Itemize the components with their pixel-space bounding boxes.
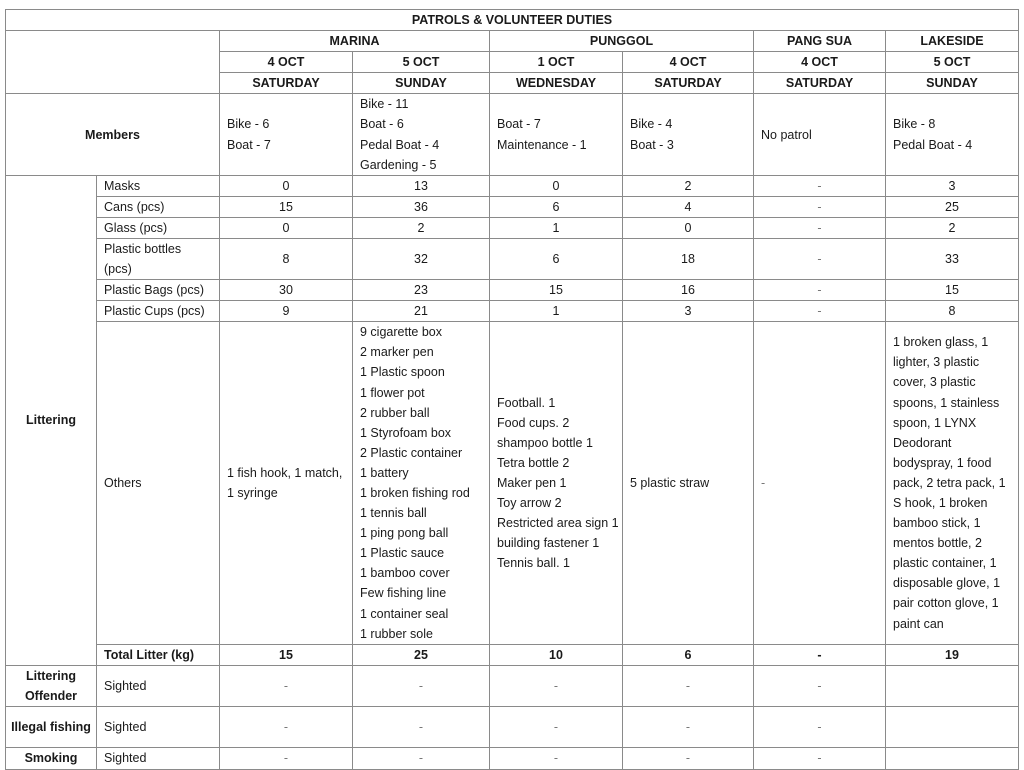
- member-count: Gardening - 5: [360, 157, 437, 172]
- members-cell: [886, 94, 1019, 175]
- member-count: Pedal Boat - 4: [360, 137, 440, 152]
- litter-count: 2: [623, 175, 754, 196]
- litter-count: 0: [220, 175, 353, 196]
- litter-count: 21: [353, 301, 490, 322]
- patrol-duties-table: [5, 9, 1019, 770]
- members-label: Members: [6, 94, 220, 175]
- others-item: 1 tennis ball: [360, 506, 427, 521]
- date-header: 4 OCT: [623, 52, 754, 73]
- offence-value: -: [623, 706, 754, 747]
- litter-count: 15: [886, 280, 1019, 301]
- others-item: 9 cigarette box: [360, 325, 442, 340]
- member-count: Pedal Boat - 4: [893, 137, 973, 152]
- others-row: [6, 322, 1019, 645]
- day-header: WEDNESDAY: [490, 73, 623, 94]
- others-item: 2 Plastic container: [360, 445, 463, 460]
- offence-value: -: [490, 665, 623, 706]
- location-header: PANG SUA: [754, 31, 886, 52]
- day-header: SATURDAY: [754, 73, 886, 94]
- others-item: 1 Plastic spoon: [360, 365, 445, 380]
- litter-row: [6, 280, 1019, 301]
- date-header: 5 OCT: [353, 52, 490, 73]
- date-header: 4 OCT: [220, 52, 353, 73]
- offence-value: -: [220, 747, 353, 769]
- offence-value: -: [353, 665, 490, 706]
- total-value: 10: [490, 644, 623, 665]
- litter-count: 32: [353, 239, 490, 280]
- litter-count: -: [754, 217, 886, 238]
- offence-value: -: [490, 747, 623, 769]
- offence-value: [886, 706, 1019, 747]
- location-header: MARINA: [220, 31, 490, 52]
- litter-count: 15: [220, 196, 353, 217]
- members-cell: [220, 94, 353, 175]
- litter-count: 1: [490, 217, 623, 238]
- litter-item-label: Glass (pcs): [97, 217, 220, 238]
- others-cell: [623, 322, 754, 645]
- others-item: Tetra bottle 2: [497, 455, 570, 470]
- offence-row: [6, 747, 1019, 769]
- litter-item-label: Masks: [97, 175, 220, 196]
- litter-count: 0: [220, 217, 353, 238]
- offence-label: Illegal fishing: [6, 706, 97, 747]
- member-count: Boat - 3: [630, 137, 674, 152]
- litter-item-label: Cans (pcs): [97, 196, 220, 217]
- offence-value: -: [220, 665, 353, 706]
- litter-count: 0: [623, 217, 754, 238]
- others-item: Few fishing line: [360, 586, 447, 601]
- litter-row: [6, 196, 1019, 217]
- litter-count: 6: [490, 196, 623, 217]
- day-header: SATURDAY: [623, 73, 754, 94]
- litter-count: 13: [353, 175, 490, 196]
- others-item: 1 container seal: [360, 606, 449, 621]
- header-corner: [6, 31, 220, 94]
- members-row: [6, 94, 1019, 175]
- others-item: Maker pen 1: [497, 475, 567, 490]
- members-cell: [623, 94, 754, 175]
- litter-count: 33: [886, 239, 1019, 280]
- total-value: 6: [623, 644, 754, 665]
- litter-count: 15: [490, 280, 623, 301]
- date-header: 5 OCT: [886, 52, 1019, 73]
- others-item: Toy arrow 2: [497, 496, 562, 511]
- litter-count: 18: [623, 239, 754, 280]
- day-header: SUNDAY: [353, 73, 490, 94]
- offence-value: [886, 665, 1019, 706]
- offence-value: -: [490, 706, 623, 747]
- offence-value: -: [623, 747, 754, 769]
- litter-count: 3: [886, 175, 1019, 196]
- table-title: PATROLS & VOLUNTEER DUTIES: [6, 10, 1019, 31]
- litter-count: 1: [490, 301, 623, 322]
- others-cell: [353, 322, 490, 645]
- offence-label: Littering Offender: [6, 665, 97, 706]
- litter-count: 9: [220, 301, 353, 322]
- member-count: Maintenance - 1: [497, 137, 587, 152]
- litter-count: 0: [490, 175, 623, 196]
- others-item: 1 flower pot: [360, 385, 425, 400]
- others-item: 2 marker pen: [360, 345, 434, 360]
- litter-row: [6, 301, 1019, 322]
- litter-item-label: Plastic Cups (pcs): [97, 301, 220, 322]
- others-label: Others: [97, 322, 220, 645]
- members-cell: [490, 94, 623, 175]
- offence-row: [6, 706, 1019, 747]
- offence-row: [6, 665, 1019, 706]
- litter-count: 36: [353, 196, 490, 217]
- offence-value: -: [353, 706, 490, 747]
- litter-count: 8: [220, 239, 353, 280]
- litter-count: -: [754, 280, 886, 301]
- litter-row: [6, 175, 1019, 196]
- litter-count: 4: [623, 196, 754, 217]
- others-item: building fastener 1: [497, 536, 600, 551]
- others-item: 5 plastic straw: [630, 475, 710, 490]
- offence-label: Smoking: [6, 747, 97, 769]
- litter-count: 8: [886, 301, 1019, 322]
- others-item: 1 Plastic sauce: [360, 546, 445, 561]
- total-value: 25: [353, 644, 490, 665]
- litter-count: 30: [220, 280, 353, 301]
- litter-count: 2: [353, 217, 490, 238]
- others-item: Tennis ball. 1: [497, 556, 570, 571]
- member-count: Bike - 6: [227, 117, 270, 132]
- offence-value: -: [623, 665, 754, 706]
- others-item: 1 ping pong ball: [360, 526, 449, 541]
- member-count: No patrol: [761, 127, 812, 142]
- member-count: Bike - 8: [893, 117, 936, 132]
- date-header: 4 OCT: [754, 52, 886, 73]
- litter-count: 3: [623, 301, 754, 322]
- litter-row: [6, 239, 1019, 280]
- member-count: Boat - 7: [497, 117, 541, 132]
- others-cell: 1 broken glass, 1 lighter, 3 plastic cover, 3 plastic spoons, 1 stainless spoon, 1 LYNX Deodorant bodyspray, 1 food pack, 2 tetra pack, 1 S hook, 1 broken bamboo stick, 1 mentos bottle, 2 plastic container, 1 disposable glove, 1 pair cotton glove, 1 paint can: [886, 322, 1019, 645]
- members-cell: [353, 94, 490, 175]
- day-header: SATURDAY: [220, 73, 353, 94]
- offence-value: -: [353, 747, 490, 769]
- litter-count: 23: [353, 280, 490, 301]
- total-value: -: [754, 644, 886, 665]
- location-header: PUNGGOL: [490, 31, 754, 52]
- member-count: Bike - 11: [360, 97, 409, 112]
- others-item: Restricted area sign 1: [497, 516, 619, 531]
- total-value: 19: [886, 644, 1019, 665]
- litter-count: -: [754, 301, 886, 322]
- total-row: [6, 644, 1019, 665]
- litter-count: 6: [490, 239, 623, 280]
- members-cell: [754, 94, 886, 175]
- littering-label: Littering: [6, 175, 97, 665]
- others-cell: -: [754, 322, 886, 645]
- litter-count: -: [754, 239, 886, 280]
- offence-sub-label: Sighted: [97, 706, 220, 747]
- others-item: 1 broken fishing rod: [360, 485, 470, 500]
- location-header: LAKESIDE: [886, 31, 1019, 52]
- others-item: 1 rubber sole: [360, 626, 433, 641]
- member-count: Boat - 7: [227, 137, 271, 152]
- litter-count: 16: [623, 280, 754, 301]
- offence-value: -: [754, 747, 886, 769]
- others-item: Food cups. 2: [497, 415, 570, 430]
- others-item: 1 bamboo cover: [360, 566, 450, 581]
- litter-item-label: Plastic Bags (pcs): [97, 280, 220, 301]
- offence-sub-label: Sighted: [97, 665, 220, 706]
- litter-count: -: [754, 196, 886, 217]
- member-count: Bike - 4: [630, 117, 673, 132]
- day-header: SUNDAY: [886, 73, 1019, 94]
- litter-count: 25: [886, 196, 1019, 217]
- others-item: Football. 1: [497, 395, 556, 410]
- offence-value: [886, 747, 1019, 769]
- litter-row: [6, 217, 1019, 238]
- offence-value: -: [220, 706, 353, 747]
- offence-sub-label: Sighted: [97, 747, 220, 769]
- others-item: 1 Styrofoam box: [360, 425, 452, 440]
- litter-item-label: Plastic bottles (pcs): [97, 239, 220, 280]
- others-cell: [490, 322, 623, 645]
- others-cell: 1 fish hook, 1 match, 1 syringe: [220, 322, 353, 645]
- others-item: shampoo bottle 1: [497, 435, 593, 450]
- offence-value: -: [754, 706, 886, 747]
- total-value: 15: [220, 644, 353, 665]
- litter-count: 2: [886, 217, 1019, 238]
- others-item: 1 battery: [360, 465, 409, 480]
- member-count: Boat - 6: [360, 117, 404, 132]
- date-header: 1 OCT: [490, 52, 623, 73]
- offence-value: -: [754, 665, 886, 706]
- litter-count: -: [754, 175, 886, 196]
- total-label: Total Litter (kg): [97, 644, 220, 665]
- others-item: 2 rubber ball: [360, 405, 430, 420]
